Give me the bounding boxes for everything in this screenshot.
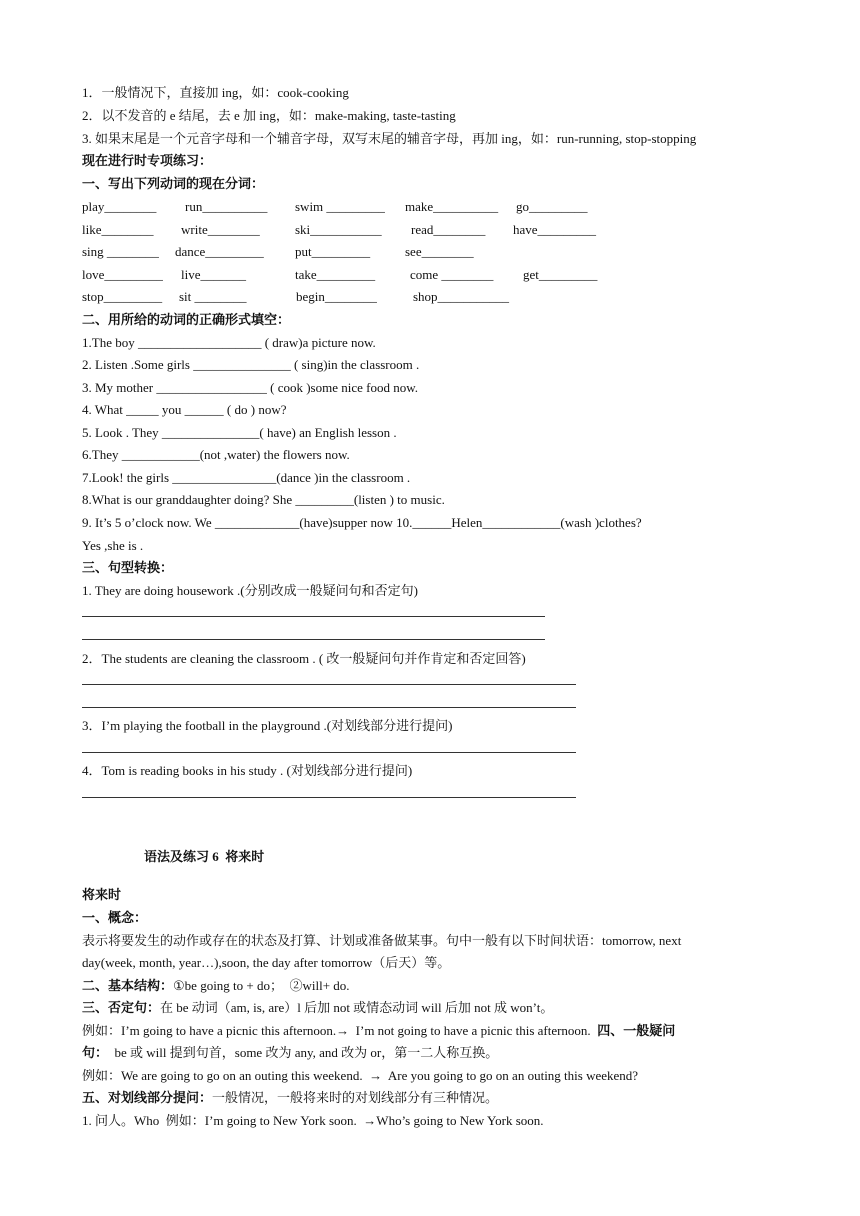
rule-line-3: 3. 如果末尾是一个元音字母和一个辅音字母，双写末尾的辅音字母，再加 ing，如：run-running, stop-stopping: [82, 131, 697, 146]
section2-heading: 二、用所给的动词的正确形式填空：: [82, 312, 291, 327]
verb-cell: love_________: [82, 267, 163, 282]
verb-cell: dance_________: [175, 244, 264, 259]
verb-cell: see________: [405, 244, 474, 259]
verb-cell: go_________: [516, 199, 588, 214]
exercise-item: 5. Look . They _______________( have) an English lesson .: [82, 425, 397, 440]
negative-example: 例如：I’m going to have a picnic this afternoon.→ I’m not going to have a picnic this afternoon.: [82, 1023, 598, 1038]
exercise-item: Yes ,she is .: [82, 538, 144, 553]
verb-cell: shop___________: [413, 289, 510, 304]
concept-heading: 一、概念：: [82, 910, 148, 925]
verb-cell: read________: [411, 222, 486, 237]
verb-cell: ski___________: [295, 222, 382, 237]
verb-cell: like________: [82, 222, 154, 237]
transform-question-3: 3．I’m playing the football in the playground .(对划线部分进行提问): [82, 718, 453, 733]
example-line-1: [82, 1022, 675, 1040]
answer-line: [82, 639, 545, 640]
verb-cell: play________: [82, 199, 157, 214]
exercise-item: 1.The boy ___________________ ( draw)a picture now.: [82, 335, 376, 350]
verb-cell: take_________: [295, 267, 376, 282]
answer-line: [82, 797, 576, 798]
transform-question-2: 2．The students are cleaning the classroom . ( 改一般疑问句并作肯定和否定回答): [82, 651, 526, 666]
transform-question-4: 4．Tom is reading books in his study . (对划线部分进行提问): [82, 763, 413, 778]
lesson-title: 语法及练习 6 将来时: [144, 849, 265, 864]
answer-line: [82, 684, 576, 685]
question-text: be 或 will 提到句首，some 改为 any, and 改为 or，第一二人称互换。: [108, 1045, 499, 1060]
practice-title: 现在进行时专项练习：: [82, 153, 213, 168]
section1-heading: 一、写出下列动词的现在分词：: [82, 176, 265, 191]
rule-line-2: 2．以不发音的 e 结尾，去 e 加 ing，如：make-making, taste-tasting: [82, 108, 456, 123]
question-heading-end: 句：: [82, 1045, 109, 1060]
verb-cell: make__________: [405, 199, 499, 214]
exercise-item: 7.Look! the girls ________________(dance )in the classroom .: [82, 470, 411, 485]
exercise-item: 6.They ____________(not ,water) the flowers now.: [82, 447, 350, 462]
verb-cell: write________: [181, 222, 260, 237]
concept-text-2: day(week, month, year…),soon, the day after tomorrow（后天）等。: [82, 955, 451, 970]
verb-cell: come ________: [410, 267, 494, 282]
concept-text-1: 表示将要发生的动作或存在的状态及打算、计划或准备做某事。句中一般有以下时间状语：tomorrow, next: [82, 933, 682, 948]
verb-cell: begin________: [296, 289, 377, 304]
exercise-item: 8.What is our granddaughter doing? She _________(listen ) to music.: [82, 492, 445, 507]
verb-cell: have_________: [513, 222, 597, 237]
structure-heading: 二、基本结构：: [82, 978, 174, 993]
exercise-item: 3. My mother _________________ ( cook )some nice food now.: [82, 380, 419, 395]
structure-text: ①be going to + do； ②will+ do.: [173, 978, 350, 993]
verb-cell: live_______: [181, 267, 246, 282]
future-title: 将来时: [82, 887, 122, 902]
wh-question-line: [82, 1089, 498, 1107]
verb-cell: stop_________: [82, 289, 163, 304]
exercise-item: 2. Listen .Some girls _______________ ( sing)in the classroom .: [82, 357, 420, 372]
wh-question-text: 一般情况，一般将来时的对划线部分有三种情况。: [212, 1090, 499, 1105]
wh-question-example: 1. 问人。Who 例如：I’m going to New York soon. →Who’s going to New York soon.: [82, 1113, 544, 1128]
answer-line: [82, 616, 545, 617]
verb-cell: run__________: [185, 199, 268, 214]
question-heading: 四、一般疑问: [597, 1023, 676, 1038]
exercise-item: 4. What _____ you ______ ( do ) now?: [82, 402, 287, 417]
verb-cell: swim _________: [295, 199, 385, 214]
verb-cell: sit ________: [179, 289, 247, 304]
structure-line: [82, 977, 350, 995]
negative-line: [82, 999, 553, 1017]
verb-cell: sing ________: [82, 244, 159, 259]
section3-heading: 三、句型转换：: [82, 560, 174, 575]
answer-line: [82, 752, 576, 753]
rule-line-1: 1．一般情况下，直接加 ing，如：cook-cooking: [82, 85, 349, 100]
wh-question-heading: 五、对划线部分提问：: [82, 1090, 213, 1105]
transform-question-1: 1. They are doing housework .(分别改成一般疑问句和否定句): [82, 583, 418, 598]
exercise-item: 9. It’s 5 o’clock now. We _____________(have)supper now 10.______Helen____________(wash )clothes?: [82, 515, 642, 530]
question-example: 例如：We are going to go on an outing this weekend. → Are you going to go on an outing this weekend?: [82, 1068, 639, 1083]
answer-line: [82, 707, 576, 708]
verb-cell: put_________: [295, 244, 371, 259]
negative-heading: 三、否定句：: [82, 1000, 161, 1015]
negative-text: 在 be 动词（am, is, are）l 后加 not 或情态动词 will 后加 not 成 won’t。: [160, 1000, 554, 1015]
question-line: [82, 1044, 498, 1062]
verb-cell: get_________: [523, 267, 598, 282]
